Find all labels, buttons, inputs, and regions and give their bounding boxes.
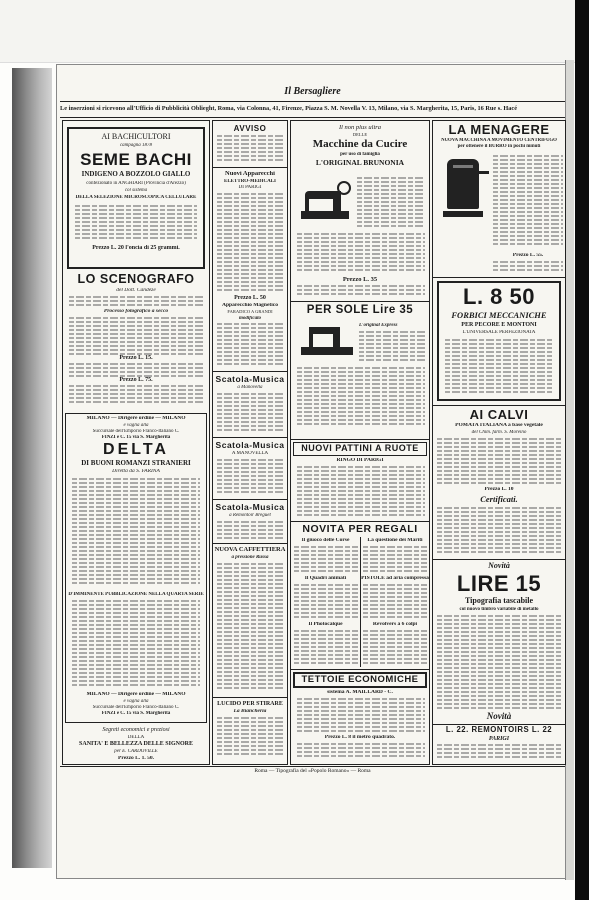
- ad-brand: L'ORIGINAL BRUNONIA: [315, 159, 405, 167]
- ad-body-text: [217, 521, 285, 541]
- ad-price: Prezzo L. 15.: [119, 355, 153, 361]
- header-rule-2: [60, 117, 565, 118]
- ad-price: Prezzo L. 50: [234, 295, 266, 301]
- ad-subtitle: DI BUONI ROMANZI STRANIERI: [81, 460, 191, 467]
- ad-line: La Biancheria: [233, 709, 267, 714]
- rule: [433, 277, 565, 278]
- ad-body-text: [69, 363, 205, 377]
- ad-title: Scatola-Musica: [215, 503, 285, 512]
- ad-tettoie-banner: [293, 672, 427, 688]
- ad-line: FORBICI MECCANICHE: [451, 311, 547, 320]
- ad-line: DI PARIGI: [238, 185, 262, 190]
- rule: [213, 499, 287, 500]
- ad-title: DELTA: [103, 442, 169, 458]
- ad-title: LIRE 15: [456, 572, 542, 596]
- ad-line: col nuovo timbro variabile di metallo: [459, 607, 539, 612]
- ad-price: Prezzo L. 35: [342, 277, 378, 283]
- ad-seme-bachi: [67, 127, 205, 269]
- ad-line: Processo fotografico a secco: [103, 309, 169, 314]
- ad-line: confezionato in ANGHIARI (Provincia d'Arezzo): [86, 181, 186, 186]
- ad-body-text: [493, 155, 563, 251]
- ad-price: Prezzo L. 8 il metro quadrato.: [324, 735, 396, 740]
- ad-line: AI BACHICULTORI: [101, 133, 171, 141]
- rule: [291, 301, 429, 302]
- rule: [213, 697, 287, 698]
- ad-line: Revolvers a 6 colpi: [372, 622, 418, 627]
- ad-body-text: [217, 135, 285, 165]
- ad-title: TETTOIE ECONOMICHE: [301, 675, 419, 685]
- ad-price: Prezzo L. 10: [484, 487, 514, 492]
- ad-line: D'IMMINENTE PUBBLICAZIONE NELLA QUARTA SERIE: [68, 592, 204, 597]
- ad-line: Il giuoco delle Corse: [301, 538, 350, 543]
- footer-rule: [60, 766, 565, 767]
- ad-body-text: [72, 600, 200, 690]
- ad-line: col sistema: [124, 188, 148, 193]
- ad-body-text: [357, 177, 425, 231]
- ad-title: NOVITÀ PER REGALI: [302, 524, 418, 535]
- ad-body-text: [359, 331, 425, 365]
- ad-body-text: [217, 717, 285, 761]
- ad-price: Prezzo L. 1. 50.: [118, 756, 154, 761]
- ad-price: Prezzo L. 55.: [512, 253, 544, 258]
- ad-title: NUOVI PATTINI A RUOTE: [301, 444, 419, 453]
- ad-line: FINZI e C. 15 via S. Margherita: [101, 435, 171, 440]
- ad-line: e vaglia alla: [123, 423, 149, 428]
- ad-price: Prezzo L. 75.: [119, 377, 153, 383]
- ad-line: a pressione Russa: [231, 555, 269, 560]
- ad-body-text: [297, 285, 425, 299]
- ad-title: Scatola-Musica: [215, 375, 285, 384]
- ad-body-text: [445, 339, 553, 397]
- ad-line: a Remontoir Breguet: [229, 513, 271, 518]
- top-fold: [0, 0, 589, 63]
- ad-line: Diretta da S. FARINA: [112, 469, 160, 474]
- rule: [433, 724, 565, 725]
- ad-body-text: [297, 367, 425, 427]
- ad-title: LUCIDO PER STIRARE: [217, 701, 283, 707]
- ad-line: del Chim. farm. S. Moreino: [471, 430, 527, 435]
- ad-title: L. 22. REMONTOIRS L. 22: [445, 726, 553, 734]
- ad-title: SANITA' E BELLEZZA DELLE SIGNORE: [79, 741, 193, 747]
- right-binding: [565, 60, 574, 880]
- ad-body-text: [217, 323, 285, 369]
- ad-title: Macchine da Cucire: [312, 139, 408, 150]
- ad-line: modificato: [239, 316, 261, 321]
- ad-line: Segreti economici e preziosi: [102, 727, 170, 733]
- column-1: [62, 120, 210, 765]
- ad-line: per E. CARDOVILLE: [114, 749, 158, 754]
- ad-line: Succursale dell'Emporio Franco-Italiano C.: [92, 705, 180, 710]
- ad-line: RINGO DI PARIGI: [336, 458, 384, 463]
- ad-body-text: [294, 584, 358, 620]
- ad-line: FINZI e C. 15 via S. Margherita: [101, 711, 171, 716]
- ad-line: DELLE: [352, 133, 368, 137]
- ad-line: L'original Express: [359, 323, 398, 328]
- rule: [433, 405, 565, 406]
- ad-body-text: [437, 615, 561, 711]
- sewing-machine-illustration: [299, 321, 355, 361]
- ad-line: Nuovi Apparecchi: [225, 171, 275, 177]
- rule: [213, 167, 287, 168]
- header-rule: [60, 101, 565, 102]
- ad-line: Novità: [486, 712, 512, 721]
- ad-line: DELLA SELEZIONE MICROSCOPICA CELLULARE: [75, 195, 197, 200]
- ad-line: La questione dei Mariti: [367, 538, 423, 543]
- ad-body-text: [69, 296, 205, 308]
- ad-body-text: [297, 466, 425, 518]
- ad-delta: [65, 413, 207, 723]
- footer-imprint: Roma — Tipografia del «Popolo Romano» — Roma: [254, 768, 371, 774]
- sewing-machine-illustration: [297, 177, 353, 229]
- ad-line: Il Photocalque: [308, 622, 343, 627]
- ad-title: Scatola-Musica: [215, 441, 285, 450]
- column-4: [432, 120, 566, 765]
- ad-forbici: [437, 281, 561, 401]
- ad-title: L. 8 50: [463, 285, 535, 309]
- ad-body-text: [217, 459, 285, 497]
- insertions-line: Le inserzioni si ricevono all'Ufficio di Pubblicità Oblieght, Roma, via Colonna, 41, Firenze, Piazza S. M. Novella V. 13, Milano, via S. Margherita, 15, Paris, 16 Rue s. Hacé: [60, 105, 518, 112]
- masthead: Il Bersagliere: [284, 86, 341, 97]
- ad-body-text: [363, 584, 427, 620]
- ad-body-text: [294, 546, 358, 574]
- ad-price: Prezzo L. 20 l'oncia di 25 grammi.: [92, 245, 180, 251]
- ad-body-text: [493, 261, 563, 275]
- ad-body-text: [437, 438, 561, 486]
- ad-body-text: [363, 546, 427, 574]
- rule: [213, 371, 287, 372]
- column-3: [290, 120, 430, 765]
- ad-line: MILANO — Dirigere ordine — MILANO: [86, 692, 186, 697]
- ad-body-text: [72, 478, 200, 588]
- ad-body-text: [437, 507, 561, 557]
- ad-line: PISTOLE ad aria compressa: [361, 576, 429, 581]
- ad-body-text: [297, 743, 425, 761]
- rule: [291, 669, 429, 670]
- ad-title: NUOVA CAFFETTIERA: [214, 547, 286, 553]
- rule: [291, 439, 429, 440]
- book-spine: [12, 68, 52, 868]
- ad-line: POMATA ITALIANA a base vegetale: [455, 423, 543, 428]
- ad-line: MILANO — Dirigere ordine — MILANO: [86, 416, 186, 421]
- column-2: [212, 120, 288, 765]
- ad-body-text: [217, 193, 285, 293]
- ad-line: del Dott. Candèze: [116, 288, 156, 293]
- ad-line: Succursale dell'Emporio Franco-Italiano C.: [92, 429, 180, 434]
- ad-body-text: [217, 563, 285, 693]
- ad-body-text: [437, 744, 561, 762]
- ad-body-text: [217, 393, 285, 435]
- rule: [360, 537, 361, 667]
- ad-line: ELETTRO-MEDICALI: [224, 179, 276, 184]
- ad-body-text: [75, 205, 197, 241]
- ad-title: AVVISO: [233, 125, 267, 133]
- ad-line: PARIGI: [488, 736, 510, 742]
- right-edge: [575, 0, 589, 900]
- butter-churn-illustration: [439, 155, 489, 223]
- ad-body-text: [294, 630, 358, 666]
- ad-line: per ottenere il BURRO in pochi minuti: [457, 144, 541, 149]
- ad-body-text: [297, 698, 425, 734]
- ad-line: sistema A. MAILLARD - C.: [327, 690, 393, 695]
- ad-body-text: [363, 630, 427, 666]
- rule: [291, 521, 429, 522]
- ad-title: AI CALVI: [469, 408, 529, 422]
- ad-title: LA MENAGERE: [448, 123, 550, 137]
- ad-line: Certificati.: [480, 495, 518, 504]
- ad-line: Il non plus ultra: [338, 125, 382, 131]
- ad-line: Il Quadri animati: [304, 576, 347, 581]
- ad-line: Tipografia tascabile: [464, 597, 534, 605]
- ad-line: FARADICO A GRANDI: [227, 310, 273, 314]
- ad-line: Novità: [488, 562, 510, 570]
- ad-subtitle: INDIGENO A BOZZOLO GIALLO: [81, 171, 191, 178]
- ad-title: PER SOLE Lire 35: [306, 304, 414, 316]
- ad-line: a Manovella: [237, 385, 263, 390]
- rule: [213, 437, 287, 438]
- ad-line: DELLA: [127, 735, 145, 740]
- ad-line: NUOVA MACCHINA A MOVIMENTO CENTRIFUGO: [441, 138, 557, 143]
- ad-line: Apparecchio Magnetico: [222, 303, 278, 308]
- ad-body-text: [69, 317, 205, 355]
- ad-line: A MANOVELLA: [231, 451, 269, 456]
- ad-line: PER PECORE E MONTONI: [461, 322, 537, 328]
- rule: [433, 559, 565, 560]
- ad-line: e vaglia alla: [123, 699, 149, 704]
- ad-title: LO SCENOGRAFO: [77, 273, 195, 286]
- ad-body-text: [297, 233, 425, 275]
- rule: [213, 543, 287, 544]
- ad-line: per uso di famiglia: [340, 152, 380, 157]
- ad-line: campagna 1878: [119, 143, 153, 148]
- ad-title: SEME BACHI: [80, 151, 192, 169]
- ad-line: L'UNIVERSALE PERFEZIONATA: [462, 330, 536, 335]
- ad-pattini-banner: [293, 442, 427, 456]
- ad-body-text: [69, 385, 205, 407]
